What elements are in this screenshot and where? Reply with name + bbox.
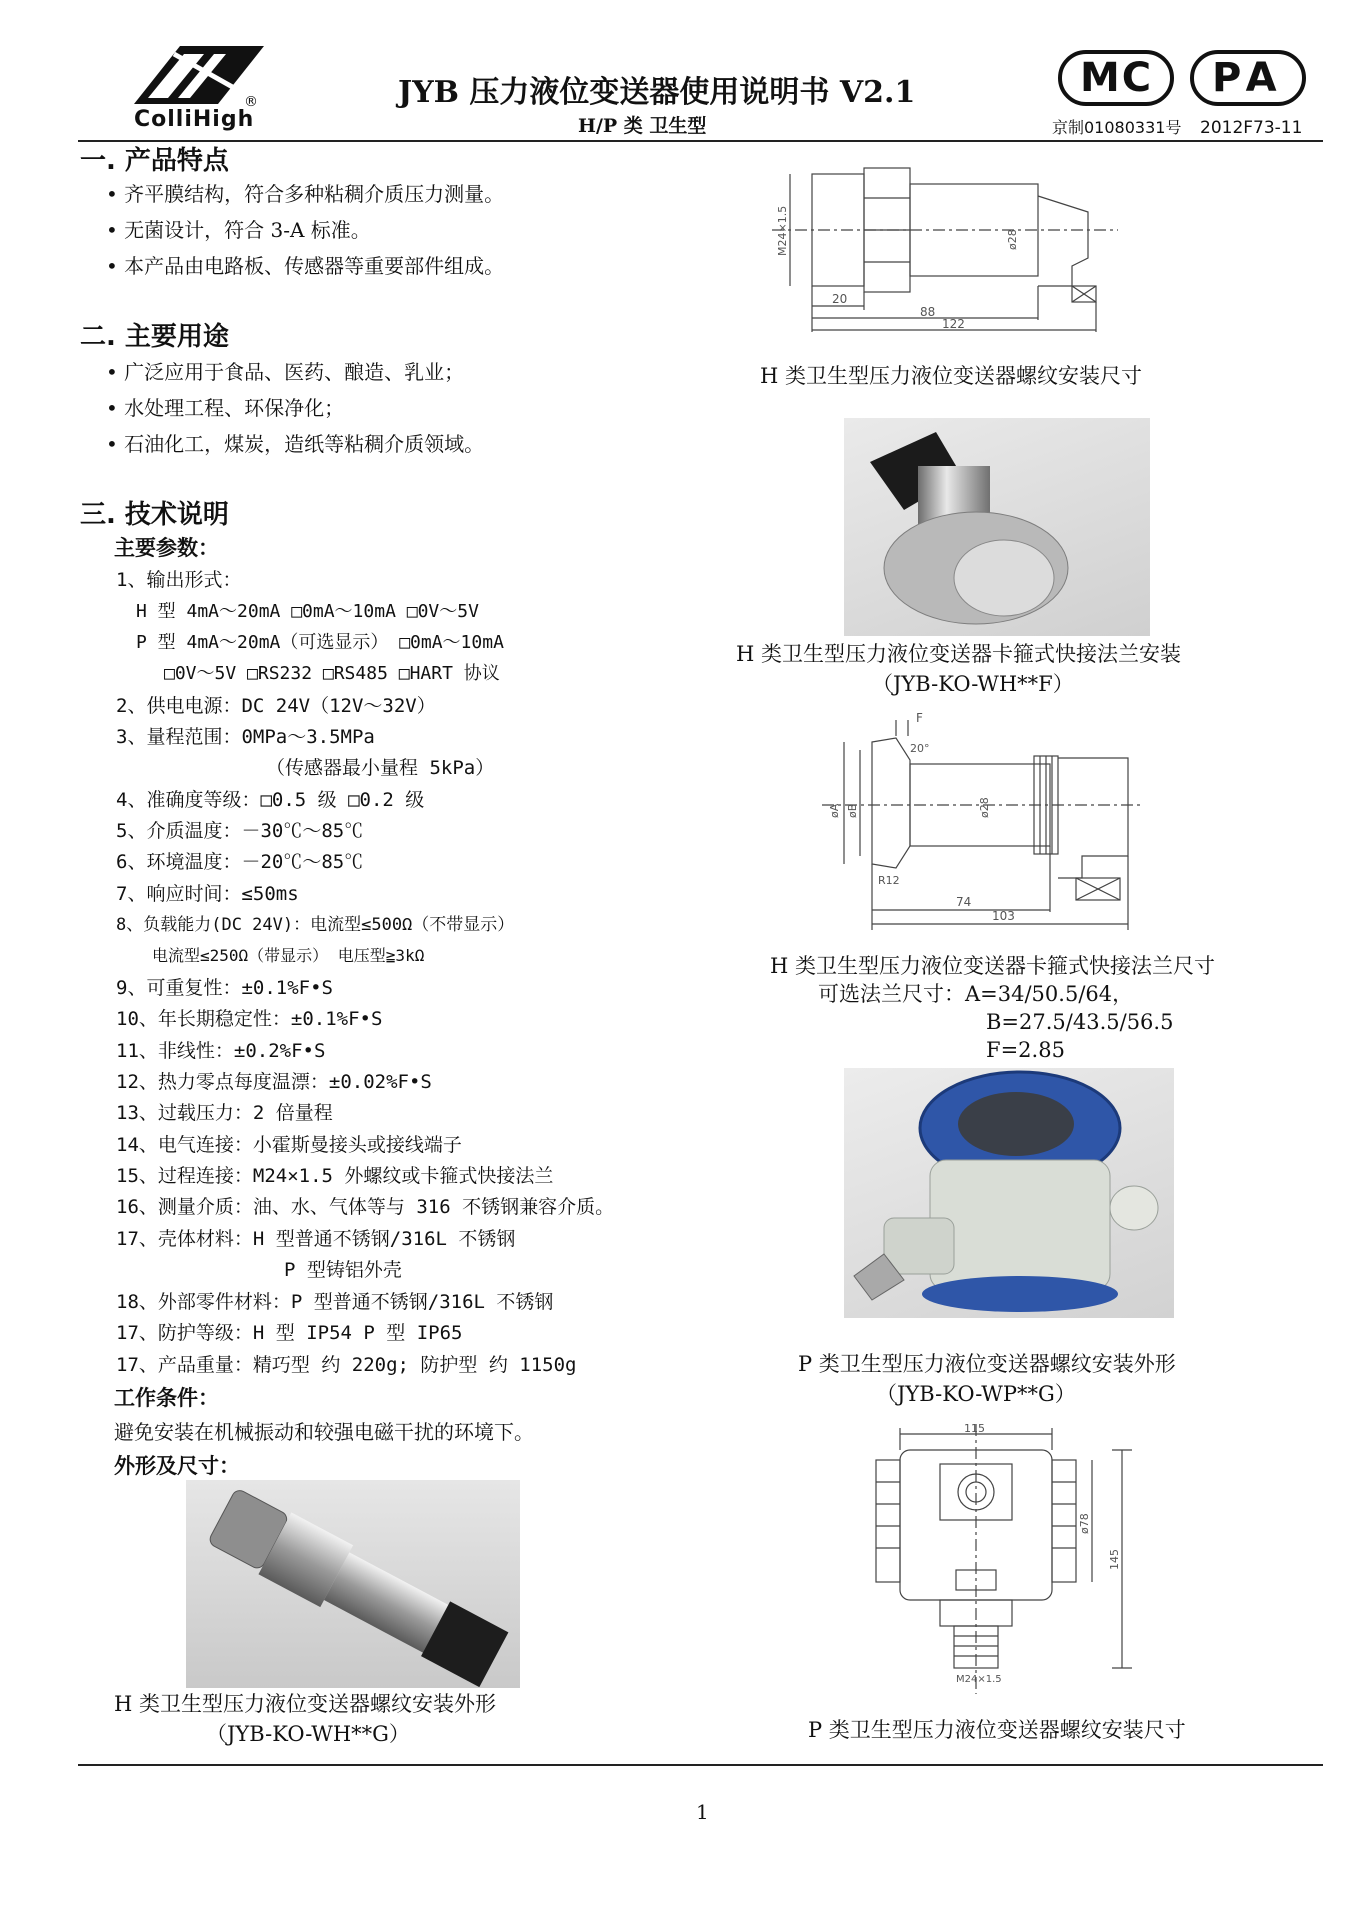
main-params-heading: 主要参数：	[114, 536, 219, 560]
dimensions-heading: 外形及尺寸：	[114, 1454, 240, 1478]
fig-h-thread-photo-model: （JYB-KO-WH**G）	[206, 1722, 410, 1746]
p-thread-transmitter-image	[844, 1068, 1174, 1318]
dim-l103: 103	[992, 909, 1015, 923]
spec-line: 电流型≤250Ω（带显示） 电压型≧3kΩ	[152, 946, 425, 965]
p-thread-dimension-drawing	[864, 1424, 1144, 1696]
document-subtitle: H/P 类 卫生型	[578, 115, 707, 137]
section2-item: • 广泛应用于食品、医药、酿造、乳业；	[106, 360, 465, 384]
spec-line: 17、防护等级：H 型 IP54 P 型 IP65	[116, 1322, 463, 1344]
dim-h145: 145	[1108, 1549, 1121, 1570]
p-thread-transmitter-photo	[844, 1068, 1174, 1318]
spec-line: 10、年长期稳定性：±0.1%F•S	[116, 1008, 383, 1030]
section3-title: 三. 技术说明	[80, 500, 229, 530]
fig-p-thread-dims-caption: P 类卫生型压力液位变送器螺纹安装尺寸	[808, 1718, 1186, 1742]
brand-name: ColliHigh	[134, 107, 255, 132]
document-title: JYB 压力液位变送器使用说明书 V2.1	[398, 75, 916, 110]
spec-line: 5、介质温度：－30℃～85℃	[116, 820, 364, 842]
h-clamp-dimension-drawing	[806, 706, 1146, 932]
work-conditions-text: 避免安装在机械振动和较强电磁干扰的环境下。	[114, 1420, 534, 1444]
spec-line: 13、过载压力：2 倍量程	[116, 1102, 333, 1124]
section1-item: • 本产品由电路板、传感器等重要部件组成。	[106, 254, 505, 278]
dim-w115: 115	[964, 1424, 985, 1435]
document-code: 2012F73-11	[1200, 118, 1303, 138]
spec-line: 17、产品重量：精巧型 约 220g; 防护型 约 1150g	[116, 1354, 577, 1376]
spec-line: 15、过程连接：M24×1.5 外螺纹或卡箍式快接法兰	[116, 1165, 554, 1187]
license-number: 京制01080331号	[1052, 118, 1182, 137]
section1-item: • 齐平膜结构，符合多种粘稠介质压力测量。	[106, 182, 505, 206]
flange-option-b: B=27.5/43.5/56.5	[986, 1010, 1174, 1034]
cpa-mark-text: PA	[1212, 55, 1285, 101]
dim-thread: M24×1.5	[956, 1674, 1002, 1685]
spec-line: 8、负载能力(DC 24V)：电流型≤500Ω（不带显示）	[116, 915, 515, 935]
h-thread-transmitter-photo	[186, 1480, 520, 1688]
section1-item: • 无菌设计，符合 3-A 标准。	[106, 218, 371, 242]
flange-options-label: 可选法兰尺寸：A=34/50.5/64，	[818, 982, 1134, 1006]
dim-dia: ø28	[1006, 229, 1019, 250]
fig-h-clamp-photo-model: （JYB-KO-WH**F）	[872, 672, 1074, 696]
spec-line: 7、响应时间：≤50ms	[116, 883, 299, 905]
spec-line: 11、非线性：±0.2%F•S	[116, 1040, 326, 1062]
dim-angle: 20°	[910, 742, 930, 755]
section2-item: • 水处理工程、环保净化；	[106, 396, 345, 420]
spec-line: 16、测量介质：油、水、气体等与 316 不锈钢兼容介质。	[116, 1196, 615, 1218]
page-number: 1	[696, 1800, 709, 1824]
fig-h-thread-photo-caption: H 类卫生型压力液位变送器螺纹安装外形	[114, 1692, 496, 1716]
cmc-mark-text: MC	[1080, 55, 1154, 101]
spec-line: 4、准确度等级：□0.5 级 □0.2 级	[116, 789, 425, 811]
fig-h-clamp-photo-caption: H 类卫生型压力液位变送器卡箍式快接法兰安装	[736, 642, 1181, 666]
fig-p-thread-photo-model: （JYB-KO-WP**G）	[876, 1382, 1076, 1406]
fig-h-clamp-dims-caption: H 类卫生型压力液位变送器卡箍式快接法兰尺寸	[770, 954, 1215, 978]
spec-line: 3、量程范围：0MPa～3.5MPa	[116, 726, 375, 748]
dim-l74: 74	[956, 895, 972, 909]
section2-item: • 石油化工，煤炭，造纸等粘稠介质领域。	[106, 432, 485, 456]
cpa-certification-mark	[1190, 50, 1306, 106]
work-conditions-heading: 工作条件：	[114, 1386, 219, 1410]
spec-line: 1、输出形式：	[116, 569, 242, 591]
footer-rule	[78, 1764, 1323, 1766]
p-thread-dimension-diagram	[864, 1424, 1144, 1696]
spec-line: 6、环境温度：－20℃～85℃	[116, 851, 364, 873]
brand-registered-mark: ®	[244, 94, 258, 110]
h-clamp-transmitter-photo	[844, 418, 1150, 636]
dim-l20: 20	[832, 292, 848, 306]
spec-line: 18、外部零件材料：P 型普通不锈钢/316L 不锈钢	[116, 1291, 554, 1313]
spec-line: □0V～5V □RS232 □RS485 □HART 协议	[164, 663, 500, 684]
dim-b: øB	[846, 803, 859, 818]
spec-line: P 型铸铝外壳	[284, 1259, 402, 1281]
flange-option-f: F=2.85	[986, 1038, 1065, 1062]
fig-h-thread-dims-caption: H 类卫生型压力液位变送器螺纹安装尺寸	[760, 364, 1142, 388]
fig-p-thread-photo-caption: P 类卫生型压力液位变送器螺纹安装外形	[798, 1352, 1176, 1376]
spec-line: 12、热力零点每度温漂：±0.02%F•S	[116, 1071, 432, 1093]
dim-l122: 122	[942, 317, 965, 331]
spec-line: （传感器最小量程 5kPa）	[266, 757, 495, 779]
cmc-certification-mark	[1058, 50, 1174, 106]
spec-line: H 型 4mA～20mA □0mA～10mA □0V～5V	[136, 601, 479, 622]
dim-thread: M24×1.5	[776, 205, 789, 256]
dim-l88: 88	[920, 305, 936, 319]
spec-line: 2、供电电源：DC 24V（12V～32V）	[116, 695, 436, 717]
dim-dia: ø78	[1078, 1513, 1091, 1534]
dim-f: F	[916, 711, 923, 725]
h-clamp-transmitter-image	[844, 418, 1150, 636]
dim-a: øA	[828, 803, 841, 818]
section1-title: 一. 产品特点	[80, 146, 229, 176]
header-rule	[78, 140, 1323, 142]
h-thread-dimension-drawing	[772, 160, 1122, 340]
dim-r: R12	[878, 874, 900, 887]
h-thread-dimension-diagram	[772, 160, 1122, 340]
h-thread-transmitter-image	[186, 1480, 520, 1688]
dim-dia: ø28	[978, 797, 991, 818]
spec-line: 9、可重复性：±0.1%F•S	[116, 977, 333, 999]
h-clamp-dimension-diagram	[806, 706, 1146, 932]
spec-line: P 型 4mA～20mA（可选显示） □0mA～10mA	[136, 632, 504, 653]
spec-line: 14、电气连接：小霍斯曼接头或接线端子	[116, 1134, 462, 1156]
spec-line: 17、壳体材料：H 型普通不锈钢/316L 不锈钢	[116, 1228, 516, 1250]
section2-title: 二. 主要用途	[80, 322, 229, 352]
